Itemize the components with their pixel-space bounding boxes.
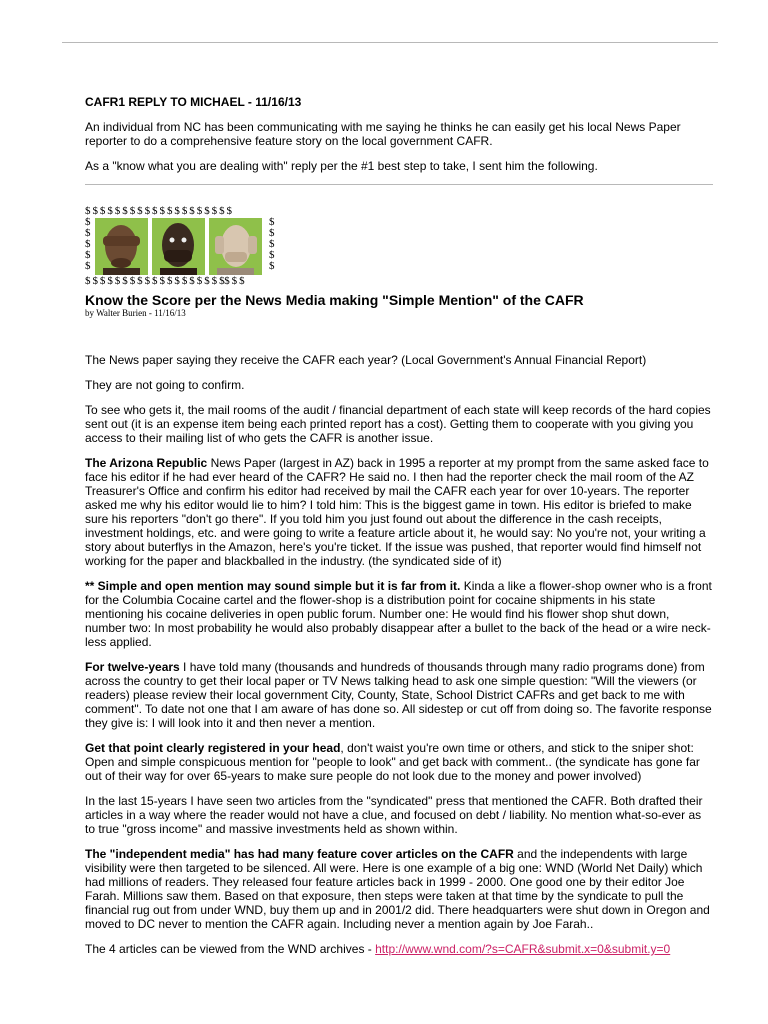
paragraph-15-years: In the last 15-years I have seen two articles from the "syndicated" press that mentioned the CAFR. Both drafted their articles in a way where the reader would not have a clue, and focused on debt / liability. No mention what-so-ever as to true "gross income" and massive investments held as shown within. <box>85 794 703 836</box>
dollar-column-left: $ $ $ $ $ <box>85 216 91 272</box>
paragraph-lead: The Arizona Republic <box>85 456 208 470</box>
paragraph-body: The 4 articles can be viewed from the WND archives - <box>85 942 376 956</box>
paragraph-twelve-years <box>85 660 713 730</box>
paragraph-simple-mention <box>85 579 713 649</box>
paragraph-body: Kinda a like a flower-shop owner who is a front for the Columbia Cocaine cartel and the flower-shop is a distribution point for cocaine shipments in his state mentioning his cocaine deliveries in open public forum. Number one: He would find his flower shop shut down, number two: In most probability he would also probably disappear after a bullet to the back of the head or a wire neck-less applied. <box>85 579 712 649</box>
three-monkeys-banner <box>85 206 285 286</box>
top-divider <box>62 42 718 43</box>
paragraph-lead: ** Simple and open mention may sound simple but it is far from it. <box>85 579 461 593</box>
dollar-row-bottom: $ $ $ $ $ $ $ $ $ $ $ $ $ $ $ $ $ $ $$ $ $ <box>85 275 245 287</box>
paragraph-body: News Paper (largest in AZ) back in 1995 a reporter at my prompt from the same asked face to face his editor if he had ever heard of the CAFR? He said no. I then had the reporter check the mail room of the AZ Treasurer's Office and confirm his editor had received by mail the CAFR each year for over 10-years. The reporter asked me why his editor would lie to him? I told him: This is the biggest game in town. His editor is briefed to make sure his reporters "don't go there". If you told him you just found out about the difference in the cash receipts, investment holdings, etc. and were going to write a feature article about it, he would say: No you're not, your writing a story about buterflys in the Amazon, here's you're ticket. If the issue was pushed, that reporter would find himself not working for the paper and blackballed in the industry. (the syndicated side of it) <box>85 456 709 568</box>
paragraph-independent-media <box>85 847 713 931</box>
paragraph-body: and the independents with large visibility were then targeted to be silenced. All were. Here is one example of a big one: WND (World Net Daily) which had millions of readers. They released four feature articles back in 1999 - 2000. One good one by their editor Joe Farah. Millions saw them. Based on that exposure, then steps were taken at that time by the syndicate to pull the financial rug out from under WND, buy them up and in 2001/2 did. There headquarters were shut down in Oregon and moved to DC never to mention the CAFR again. Including never a mention again by Joe Farah.. <box>85 847 710 931</box>
see-no-evil-photo <box>95 218 148 275</box>
page-title: CAFR1 REPLY TO MICHAEL - 11/16/13 <box>85 95 302 109</box>
article-headline: Know the Score per the News Media making "Simple Mention" of the CAFR <box>85 292 584 308</box>
paragraph-1: The News paper saying they receive the CAFR each year? (Local Government's Annual Financial Report) <box>85 353 647 367</box>
paragraph-get-that-point <box>85 741 713 783</box>
paragraph-lead: For twelve-years <box>85 660 180 674</box>
section-divider <box>85 184 713 185</box>
dollar-column-right: $ $ $ $ $ <box>269 216 275 272</box>
paragraph-wnd-archives <box>85 942 713 956</box>
paragraph-3: To see who gets it, the mail rooms of the audit / financial department of each state will keep records of the hard copies sent out (it is an expense item being each printed report has a cost). Getting them to cooperate with you giving you access to their mailing list of who gets the CAFR is another issue. <box>85 403 711 445</box>
paragraph-lead: The "independent media" has had many feature cover articles on the CAFR <box>85 847 514 861</box>
speak-no-evil-photo <box>152 218 205 275</box>
dollar-row-top: $ $ $ $ $ $ $ $ $ $ $ $ $ $ $ $ $ $ $ $ <box>85 205 232 217</box>
paragraph-body: , don't waist you're own time or others, and stick to the sniper shot: Open and simple conspicuous mention for "people to look" and get back with comment.. (the syndicate has gone far out of their way for over 65-years to make sure people do not look due to the money and power involved) <box>85 741 700 783</box>
paragraph-lead: Get that point clearly registered in your head <box>85 741 341 755</box>
paragraph-body: I have told many (thousands and hundreds of thousands through many radio programs done) from across the country to get their local paper or TV News talking head to ask one simple question: "Will the viewers (or readers) please review their local government City, County, State, School District CAFRs and get back to me with comment". To date not one that I am aware of has done so. All sidestep or cut off from doing so. The favorite response they give is: I will look into it and then never a mention. <box>85 660 712 730</box>
byline: by Walter Burien - 11/16/13 <box>85 308 186 318</box>
paragraph-arizona-republic <box>85 456 713 568</box>
hear-no-evil-photo <box>209 218 262 275</box>
paragraph-2: They are not going to confirm. <box>85 378 245 392</box>
wnd-archive-link[interactable]: http://www.wnd.com/?s=CAFR&submit.x=0&submit.y=0 <box>375 942 671 956</box>
intro-paragraph-2: As a "know what you are dealing with" reply per the #1 best step to take, I sent him the following. <box>85 159 598 173</box>
intro-paragraph-1: An individual from NC has been communicating with me saying he thinks he can easily get his local News Paper reporter to do a comprehensive feature story on the local government CAFR. <box>85 120 681 148</box>
article <box>85 95 713 967</box>
